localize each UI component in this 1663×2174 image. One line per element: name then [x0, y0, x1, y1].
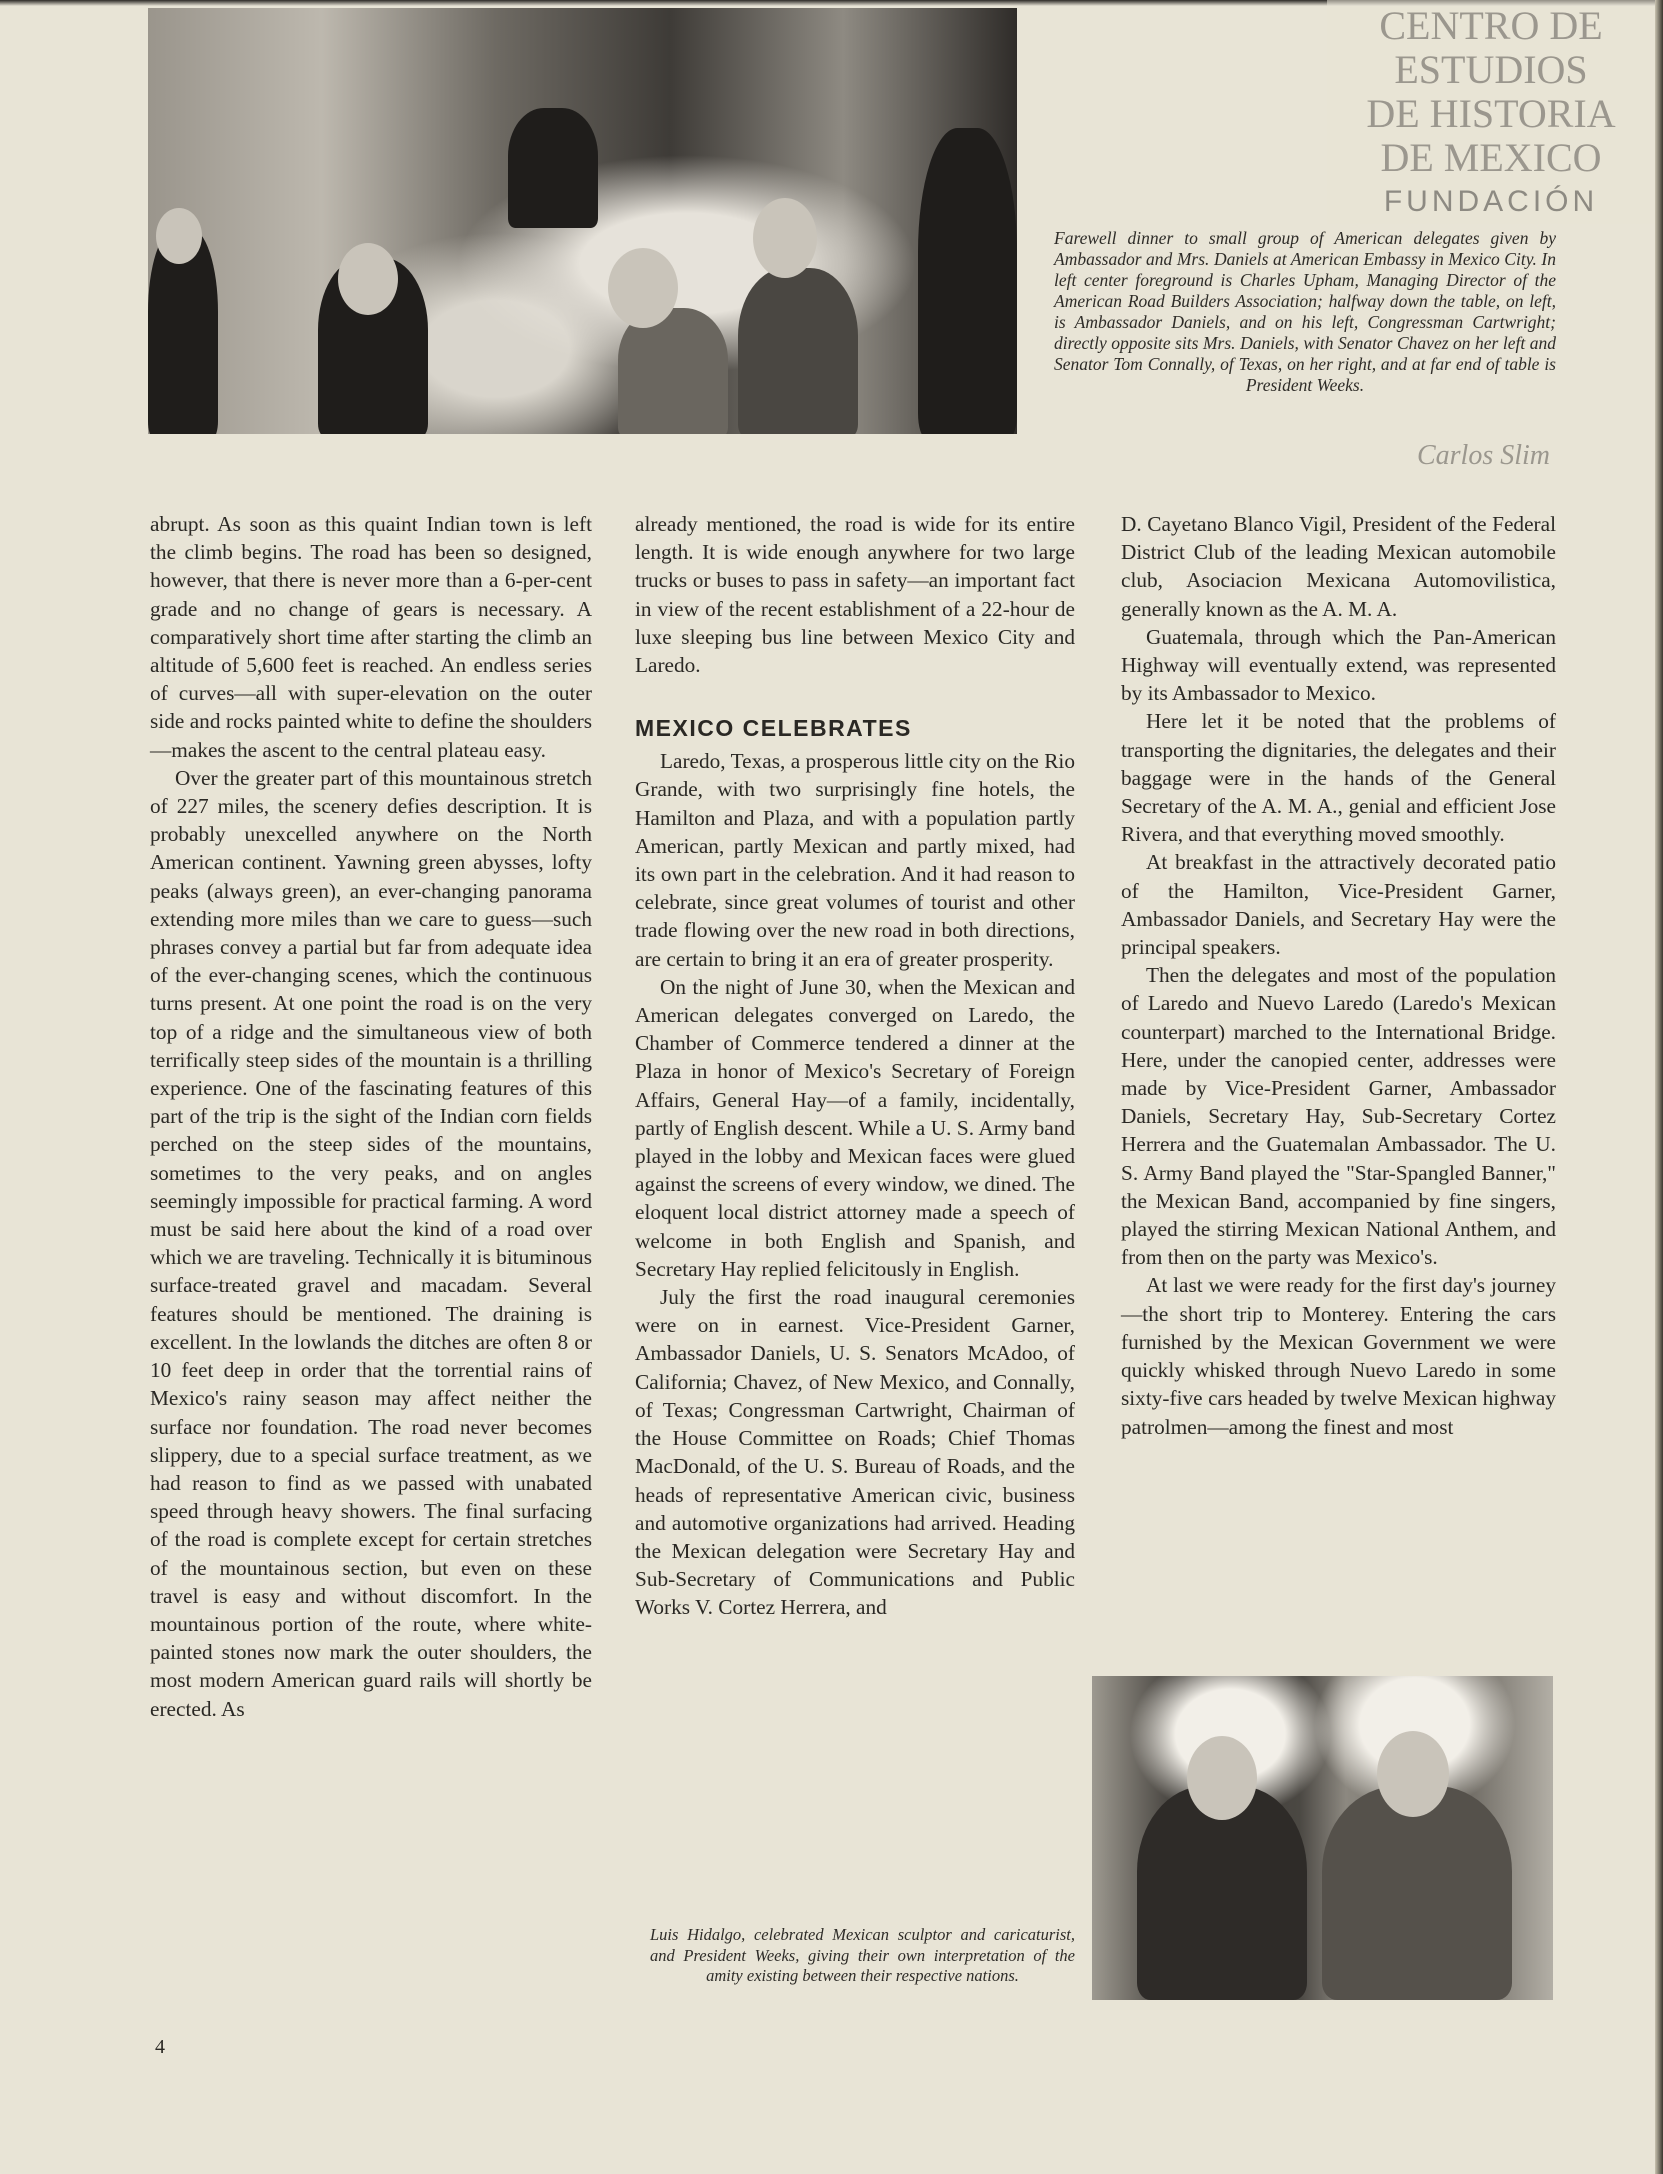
- figure: [918, 128, 1017, 434]
- farewell-dinner-photo: [148, 8, 1017, 434]
- article-column-1: [150, 510, 592, 1723]
- paragraph: Laredo, Texas, a prosperous little city on the Rio Grande, with two surprisingly fine hotels, the Hamilton and Plaza, and with a population partly American, partly Mexican and partly mixed, had its own part in the celebration. And it had reason to celebrate, since great volumes of tourist and other trade flowing over the new road in both directions, are certain to bring it an era of greater prosperity.: [635, 749, 1075, 971]
- article-column-2: [635, 510, 1075, 1622]
- figure: [1377, 1731, 1449, 1817]
- paragraph: On the night of June 30, when the Mexican and American delegates converged on Laredo, the Chamber of Commerce tendered a dinner at the Plaza in honor of Mexico's Secretary of Foreign Affairs, General Hay—of a family, incidentally, partly of English descent. While a U. S. Army band played in the lobby and Mexican faces were glued against the screens of every window, we dined. The eloquent local district attorney made a speech of welcome in both English and Spanish, and Secretary Hay replied felicitously in English.: [635, 974, 1075, 1281]
- figure: [1187, 1736, 1257, 1820]
- watermark-line: CENTRO DE: [1379, 3, 1603, 48]
- paragraph: Here let it be noted that the problems of transporting the dignitaries, the delegates and their baggage were in the hands of the General Secretary of the A. M. A., genial and efficient Jose Rivera, and that everything moved smoothly.: [1121, 709, 1556, 847]
- paragraph: Then the delegates and most of the population of Laredo and Nuevo Laredo (Laredo's Mexican counterpart) marched to the International Bridge. Here, under the canopied center, addresses were made by Vice-President Garner, Ambassador Daniels, Secretary Hay, Sub-Secretary Cortez Herrera and the Guatemalan Ambassador. The U. S. Army Band played the "Star-Spangled Banner," the Mexican Band, accompanied by fine singers, played the stirring Mexican National Anthem, and from then on the party was Mexico's.: [1121, 963, 1556, 1270]
- paragraph: Over the greater part of this mountainous stretch of 227 miles, the scenery defies description. It is probably unexcelled anywhere on the North American continent. Yawning green abysses, lofty peaks (always green), an ever-changing panorama extending more miles than we care to guess—such phrases convey a partial but far from adequate idea of the ever-changing scenes, which the continuous turns present. At one point the road is on the very top of a ridge and the simultaneous view of both terrifically steep sides of the mountain is a thrilling experience. One of the fascinating features of this part of the trip is the sight of the Indian corn fields perched on the steep sides of the mountains, sometimes to the very peaks, and on angles seemingly impossible for practical farming. A word must be said here about the kind of a road over which we are traveling. Technically it is bituminous surface-treated gravel and macadam. Several features should be mentioned. The draining is excellent. In the lowlands the ditches are often 8 or 10 feet deep in order that the torrential rains of Mexico's rainy season may affect neither the surface nor foundation. The road never becomes slippery, due to a special surface treatment, as we had reason to find as we passed with unabated speed through heavy showers. The final surfacing of the road is complete except for certain stretches of the mountainous section, but even on these travel is easy and without discomfort. In the mountainous portion of the route, where white-painted stones now mark the outer shoulders, the most modern American guard rails will shortly be erected. As: [150, 765, 592, 1721]
- figure: [738, 268, 858, 434]
- watermark-line: DE MEXICO: [1380, 135, 1602, 180]
- watermark-fundacion: FUNDACIÓN: [1383, 185, 1599, 218]
- page-right-edge: [1655, 0, 1663, 2174]
- watermark-signature: Carlos Slim: [1416, 440, 1550, 471]
- paragraph: Guatemala, through which the Pan-American Highway will eventually extend, was represented by its Ambassador to Mexico.: [1121, 624, 1556, 706]
- figure: [1322, 1786, 1512, 2000]
- paragraph: At breakfast in the attractively decorated patio of the Hamilton, Vice-President Garner, Ambassador Daniels, and Secretary Hay were the principal speakers.: [1121, 850, 1556, 960]
- paragraph: already mentioned, the road is wide for its entire length. It is wide enough anywhere for two large trucks or buses to pass in safety—an important fact in view of the recent establishment of a 22-hour de luxe sleeping bus line between Mexico City and Laredo.: [635, 512, 1075, 678]
- page-number: 4: [155, 2036, 165, 2058]
- figure: [508, 108, 598, 228]
- figure: [338, 243, 398, 315]
- section-heading: MEXICO CELEBRATES: [635, 715, 912, 742]
- paragraph: At last we were ready for the first day's journey—the short trip to Monterey. Entering the cars furnished by the Mexican Government we were quickly whisked through Nuevo Laredo in some sixty-five cars headed by twelve Mexican highway patrolmen—among the finest and most: [1121, 1273, 1556, 1439]
- paragraph: abrupt. As soon as this quaint Indian town is left the climb begins. The road has been so designed, however, that there is never more than a 6-per-cent grade and no change of gears is necessary. A comparatively short time after starting the climb an altitude of 5,600 feet is reached. An endless series of curves—all with super-elevation on the outer side and rocks painted white to define the shoulders—makes the ascent to the central plateau easy.: [150, 512, 592, 762]
- bottom-photo-caption: Luis Hidalgo, celebrated Mexican sculptor and caricaturist, and President Weeks, giving their own interpretation of the amity existing between their respective nations.: [650, 1925, 1075, 1985]
- figure: [156, 208, 202, 264]
- figure: [753, 198, 817, 278]
- watermark-line: DE HISTORIA: [1366, 91, 1616, 136]
- top-photo-caption: Farewell dinner to small group of American delegates given by Ambassador and Mrs. Daniels at American Embassy in Mexico City. In left center foreground is Charles Upham, Managing Director of the American Road Builders Association; halfway down the table, on left, is Ambassador Daniels, and on his left, Congressman Cartwright; directly opposite sits Mrs. Daniels, with Senator Chavez on her left and Senator Tom Connally, of Texas, on her right, and at far end of table is President Weeks.: [1054, 228, 1556, 395]
- figure: [608, 248, 678, 328]
- article-column-3: [1121, 510, 1556, 1441]
- paragraph: D. Cayetano Blanco Vigil, President of the Federal District Club of the leading Mexican automobile club, Asociacion Mexicana Automovilistica, generally known as the A. M. A.: [1121, 512, 1556, 621]
- paragraph: July the first the road inaugural ceremonies were on in earnest. Vice-President Garner, Ambassador Daniels, U. S. Senators McAdoo, of California; Chavez, of New Mexico, and Connally, of Texas; Congressman Cartwright, Chairman of the House Committee on Roads; Chief Thomas MacDonald, of the U. S. Bureau of Roads, and the heads of representative American civic, business and automotive organizations had arrived. Heading the Mexican delegation were Secretary Hay and Sub-Secretary of Communications and Public Works V. Cortez Herrera, and: [635, 1285, 1075, 1620]
- watermark-line: ESTUDIOS: [1394, 47, 1588, 92]
- hidalgo-weeks-photo: [1092, 1676, 1553, 2000]
